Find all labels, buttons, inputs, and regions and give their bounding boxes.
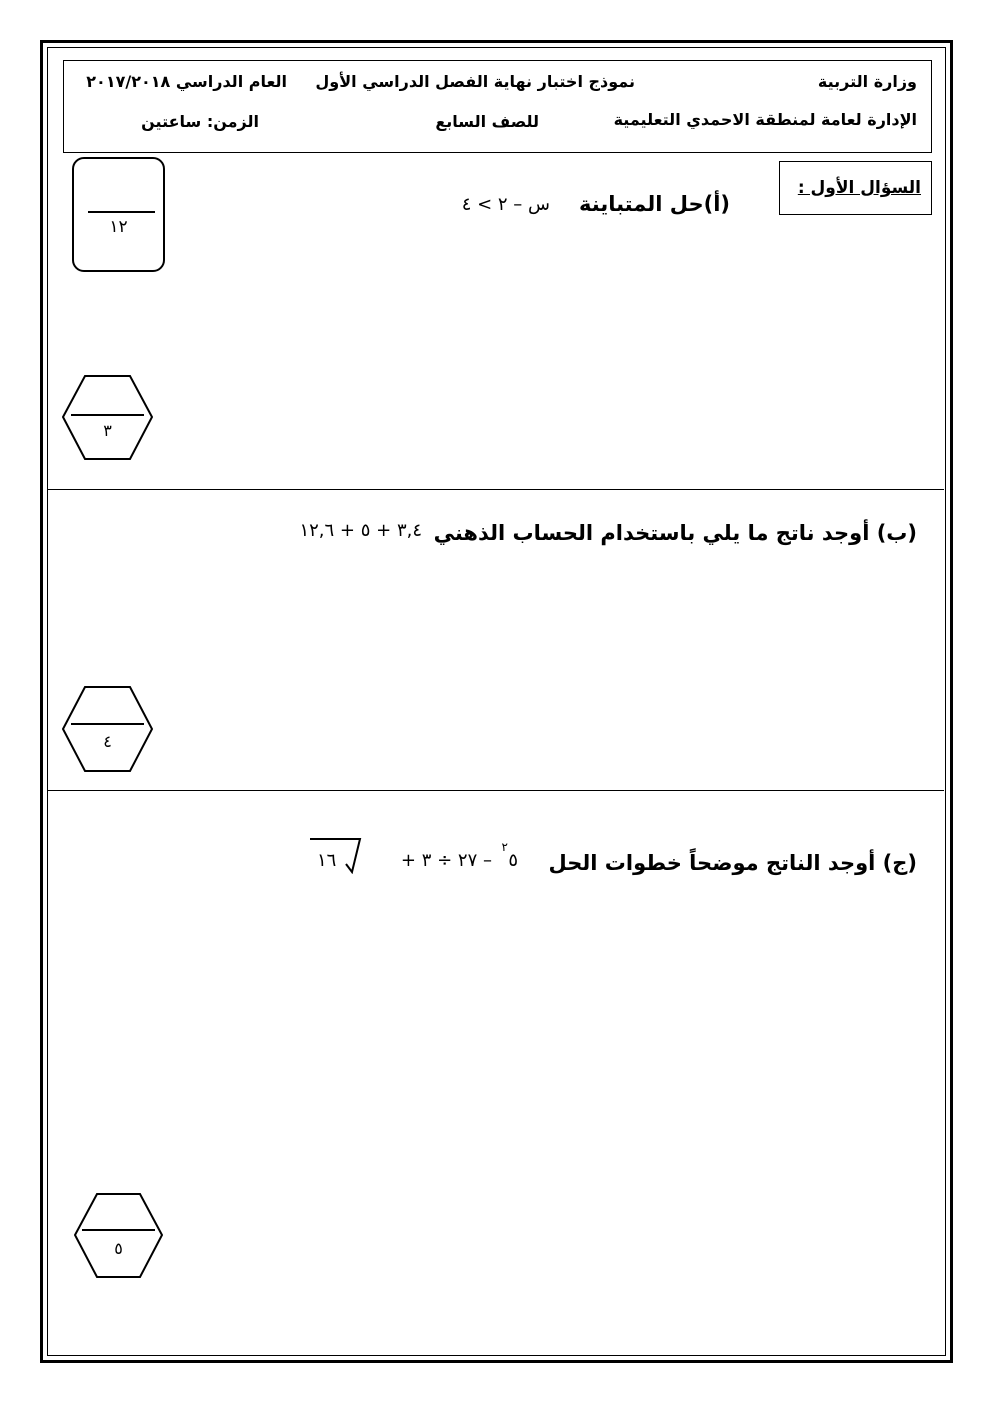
question-one-label: السؤال الأول :	[797, 178, 921, 198]
radicand: ١٦	[317, 850, 337, 871]
section-divider	[48, 489, 944, 490]
ministry-name: وزارة التربية	[817, 72, 917, 91]
part-c-score: ٥	[114, 1239, 123, 1258]
total-score-box	[72, 157, 165, 272]
total-score: ١٢	[109, 217, 128, 237]
question-one-label-box	[779, 161, 932, 215]
part-b-math: ٣,٤ + ٥ + ١٢,٦	[299, 520, 422, 541]
grade-label: للصف السابع	[435, 112, 539, 131]
part-b-score-hexagon	[62, 686, 153, 772]
part-a-score-hexagon	[62, 375, 153, 460]
section-divider	[48, 790, 944, 791]
part-a-text: (أ)حل المتباينة	[579, 192, 730, 216]
part-a-score: ٣	[103, 421, 112, 440]
directorate-name: الإدارة لعامة لمنطقة الاحمدي التعليمية	[613, 110, 917, 129]
part-c-score-hexagon	[74, 1193, 163, 1278]
page-inner-border	[47, 47, 946, 1356]
part-b-score: ٤	[103, 732, 112, 751]
academic-year: العام الدراسي ٢٠١٧/٢٠١٨	[86, 72, 287, 91]
part-c-base: ٥	[508, 850, 518, 871]
part-b-text: (ب) أوجد ناتج ما يلي باستخدام الحساب الذهني	[433, 521, 917, 545]
exam-title: نموذج اختبار نهاية الفصل الدراسي الأول	[315, 72, 635, 91]
part-a-math: س – ٢ > ٤	[461, 194, 550, 215]
part-c-text: (ج) أوجد الناتج موضحاً خطوات الحل	[548, 851, 917, 875]
part-c-expression: – ٢٧ ÷ ٣ +	[400, 850, 492, 871]
exam-duration: الزمن: ساعتين	[141, 112, 259, 131]
part-c-exponent: ٢	[501, 840, 508, 854]
score-line	[88, 211, 155, 213]
